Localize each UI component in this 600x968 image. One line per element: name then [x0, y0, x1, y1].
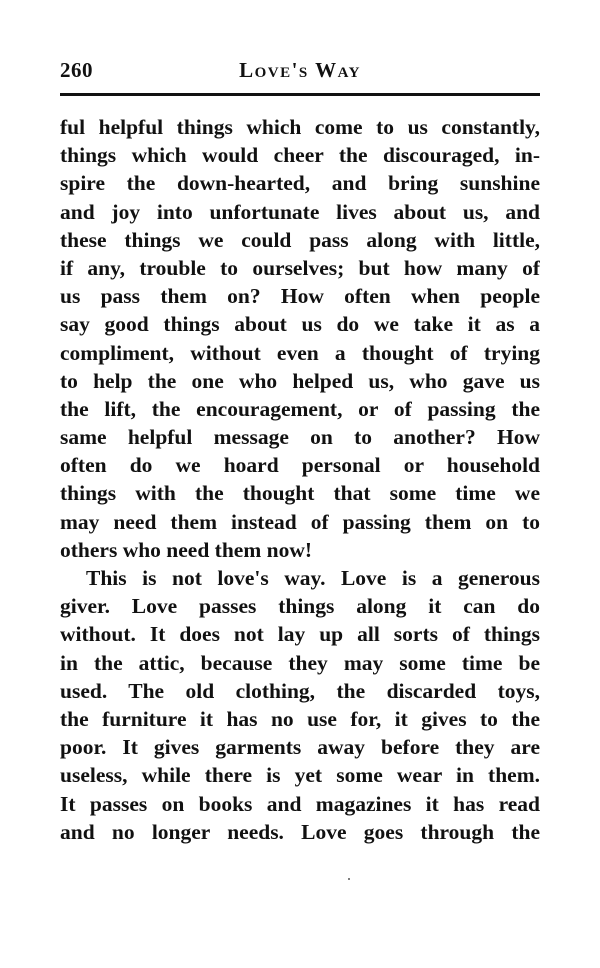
body-text: [60, 113, 540, 846]
text-line: same helpful message on to another? How: [60, 425, 540, 450]
text-line: things with the thought that some time we: [60, 481, 540, 506]
text-line: ful helpful things which come to us constantly,: [60, 115, 540, 139]
paragraph-end-line: others who need them now!: [60, 537, 313, 562]
text-line: may need them instead of passing them on to: [60, 509, 540, 534]
text-line: It passes on books and magazines it has read: [60, 791, 540, 816]
text-line: say good things about us do we take it as a: [60, 312, 540, 337]
text-line: and joy into unfortunate lives about us, and: [60, 199, 540, 224]
text-line: in the attic, because they may some time be: [60, 650, 540, 675]
text-line: if any, trouble to ourselves; but how many of: [60, 255, 540, 280]
page-header: [60, 58, 540, 92]
text-line: us pass them on? How often when people: [60, 284, 540, 309]
text-line: used. The old clothing, the discarded toys,: [60, 678, 540, 703]
paragraph-start-line: This is not love's way. Love is a generous: [86, 566, 540, 590]
running-head: Love's Way: [239, 58, 361, 82]
page-number: 260: [60, 58, 93, 82]
text-line: compliment, without even a thought of trying: [60, 340, 540, 365]
text-line: these things we could pass along with little,: [60, 227, 540, 252]
print-speck: [348, 878, 350, 880]
text-line: to help the one who helped us, who gave us: [60, 368, 540, 393]
text-line: the lift, the encouragement, or of passing the: [60, 396, 540, 421]
text-line: the furniture it has no use for, it gives to the: [60, 706, 540, 731]
text-line: things which would cheer the discouraged, in-: [60, 143, 540, 168]
text-line: giver. Love passes things along it can do: [60, 594, 540, 619]
text-line: spire the down-hearted, and bring sunshine: [60, 171, 540, 196]
text-line: and no longer needs. Love goes through the: [60, 819, 540, 844]
header-rule: [60, 93, 540, 96]
text-line: poor. It gives garments away before they are: [60, 735, 540, 760]
text-line: often do we hoard personal or household: [60, 453, 540, 478]
text-line: useless, while there is yet some wear in them.: [60, 763, 540, 788]
text-line: without. It does not lay up all sorts of things: [60, 622, 540, 647]
